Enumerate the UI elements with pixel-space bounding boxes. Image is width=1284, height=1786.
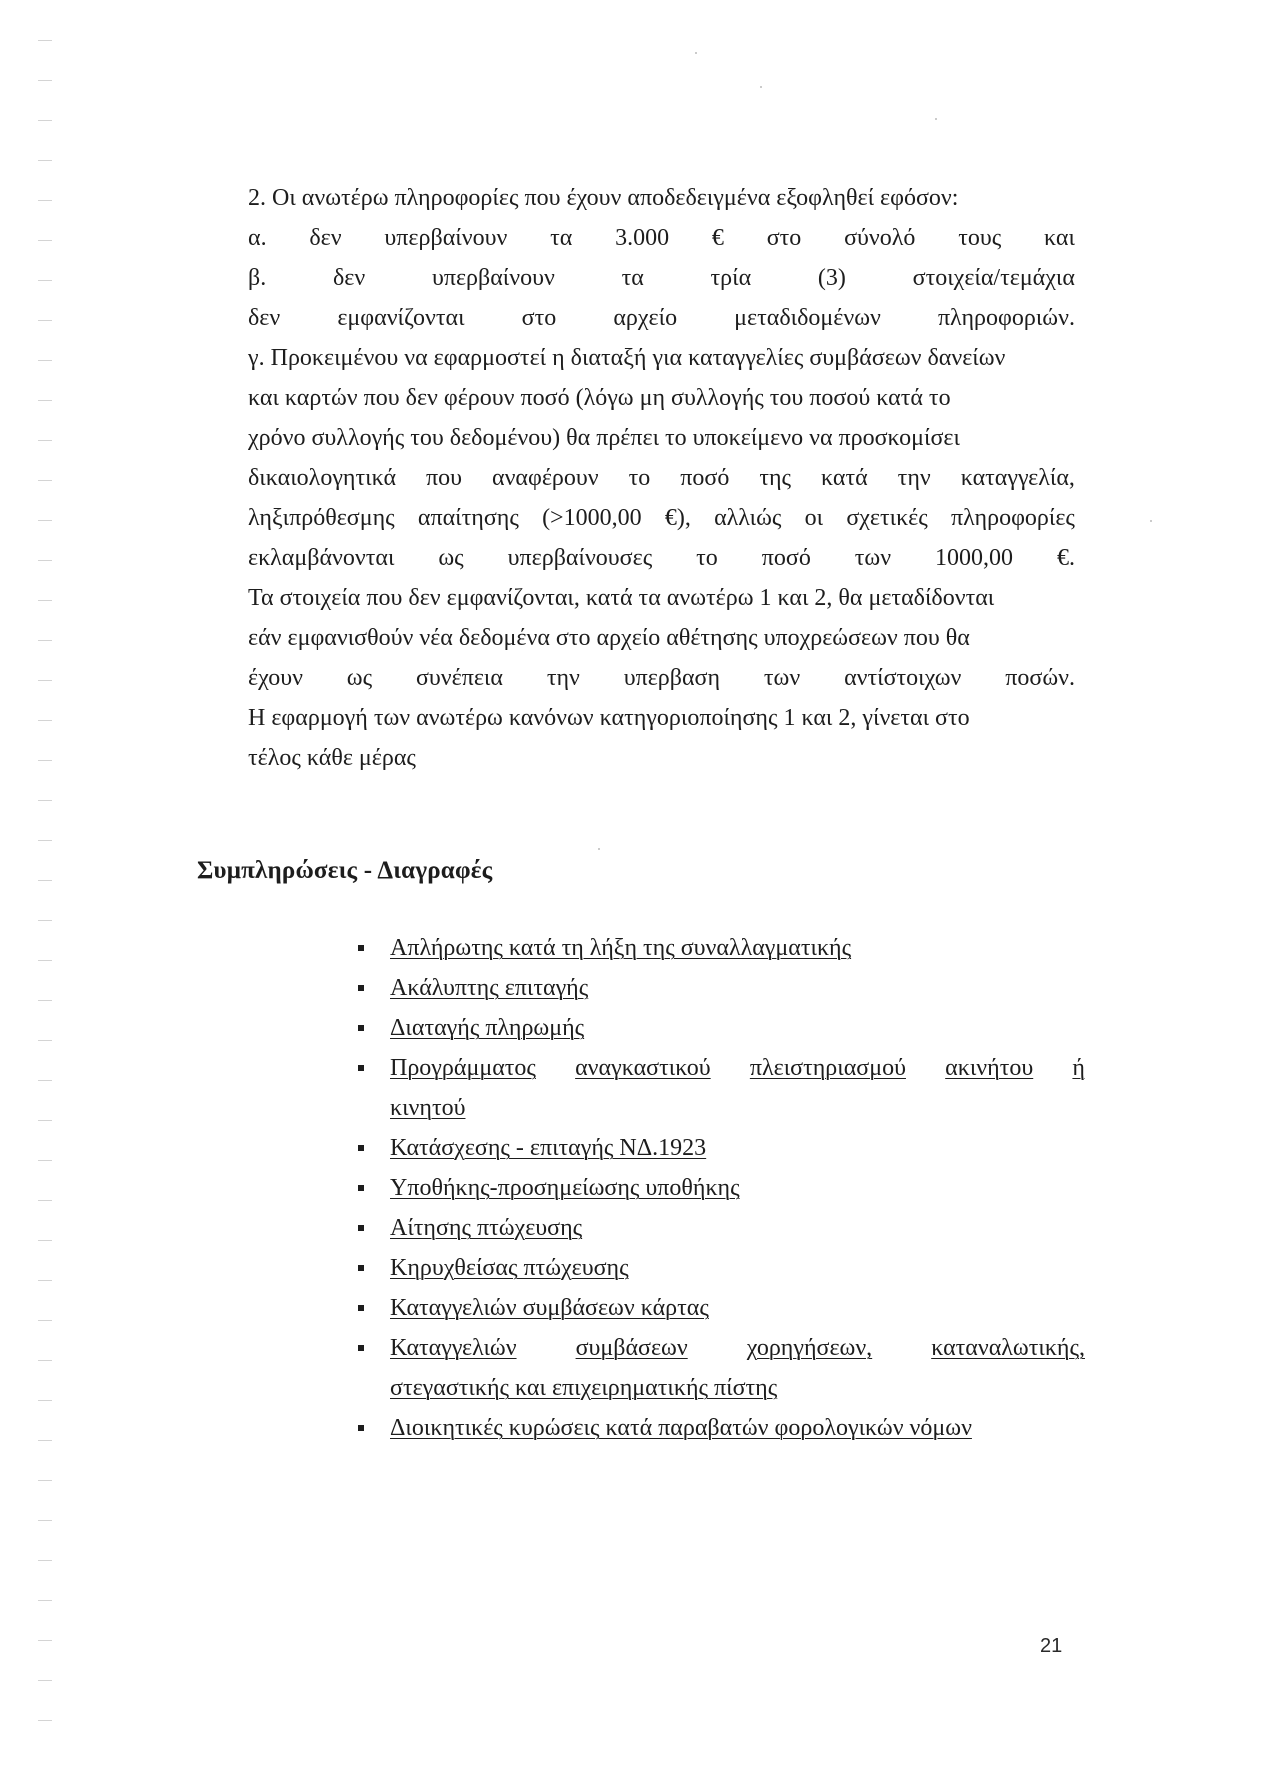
list-item[interactable]: Κηρυχθείσας πτώχευσης — [390, 1248, 1085, 1288]
page-number: 21 — [1040, 1635, 1063, 1657]
paragraph-line: 2. Οι ανωτέρω πληροφορίες που έχουν αποδεδειγμένα εξοφληθεί εφόσον: — [248, 185, 959, 211]
square-bullet-icon — [358, 1025, 364, 1031]
paragraph-line: έχουν ως συνέπεια την υπερβαση των αντίστοιχων ποσών. — [248, 665, 1075, 691]
square-bullet-icon — [358, 1425, 364, 1431]
list-item[interactable]: Καταγγελιών συμβάσεων κάρτας — [390, 1288, 1085, 1328]
list-item[interactable]: Απλήρωτης κατά τη λήξη της συναλλαγματικής — [390, 928, 1085, 968]
square-bullet-icon — [358, 1065, 364, 1071]
paragraph-line: δεν εμφανίζονται στο αρχείο μεταδιδομένων πληροφοριών. — [248, 305, 1075, 331]
list-item[interactable]: Διαταγής πληρωμής — [390, 1008, 1085, 1048]
list-item[interactable]: Προγράμματος αναγκαστικού πλειστηριασμού ακινήτου ή κινητού — [390, 1048, 1085, 1128]
square-bullet-icon — [358, 1345, 364, 1351]
square-bullet-icon — [358, 1225, 364, 1231]
paragraph-line: γ. Προκειμένου να εφαρμοστεί η διαταξή για καταγγελίες συμβάσεων δανείων — [248, 345, 1006, 371]
paragraph-line: Τα στοιχεία που δεν εμφανίζονται, κατά τα ανωτέρω 1 και 2, θα μεταδίδονται — [248, 585, 995, 611]
paragraph-line: και καρτών που δεν φέρουν ποσό (λόγω μη συλλογής του ποσού κατά το — [248, 385, 951, 411]
list-item[interactable]: Αίτησης πτώχευσης — [390, 1208, 1085, 1248]
body-paragraph — [248, 178, 1075, 778]
paragraph-line: δικαιολογητικά που αναφέρουν το ποσό της κατά την καταγγελία, — [248, 465, 1075, 491]
list-item[interactable]: Υποθήκης-προσημείωσης υποθήκης — [390, 1168, 1085, 1208]
bullet-list — [390, 928, 1085, 1448]
paragraph-line: τέλος κάθε μέρας — [248, 745, 416, 771]
paragraph-line: χρόνο συλλογής του δεδομένου) θα πρέπει το υποκείμενο να προσκομίσει — [248, 425, 960, 451]
square-bullet-icon — [358, 1185, 364, 1191]
scan-margin-marks — [38, 40, 52, 1740]
paragraph-line: β. δεν υπερβαίνουν τα τρία (3) στοιχεία/τεμάχια — [248, 265, 1075, 291]
list-item[interactable]: Διοικητικές κυρώσεις κατά παραβατών φορολογικών νόμων — [390, 1408, 1085, 1448]
paragraph-line: ληξιπρόθεσμης απαίτησης (>1000,00 €), αλλιώς οι σχετικές πληροφορίες — [248, 505, 1075, 531]
paragraph-line: α. δεν υπερβαίνουν τα 3.000 € στο σύνολό τους και — [248, 225, 1075, 251]
list-item[interactable]: Καταγγελιών συμβάσεων χορηγήσεων, καταναλωτικής, στεγαστικής και επιχειρηματικής πίστης — [390, 1328, 1085, 1408]
paragraph-line: Η εφαρμογή των ανωτέρω κανόνων κατηγοριοποίησης 1 και 2, γίνεται στο — [248, 705, 970, 731]
square-bullet-icon — [358, 945, 364, 951]
square-bullet-icon — [358, 985, 364, 991]
square-bullet-icon — [358, 1265, 364, 1271]
list-item[interactable]: Κατάσχεσης - επιταγής ΝΔ.1923 — [390, 1128, 1085, 1168]
paragraph-line: εάν εμφανισθούν νέα δεδομένα στο αρχείο αθέτησης υποχρεώσεων που θα — [248, 625, 970, 651]
section-heading: Συμπληρώσεις - Διαγραφές — [197, 857, 493, 884]
list-item[interactable]: Ακάλυπτης επιταγής — [390, 968, 1085, 1008]
square-bullet-icon — [358, 1145, 364, 1151]
paragraph-line: εκλαμβάνονται ως υπερβαίνουσες το ποσό των 1000,00 €. — [248, 545, 1075, 571]
square-bullet-icon — [358, 1305, 364, 1311]
